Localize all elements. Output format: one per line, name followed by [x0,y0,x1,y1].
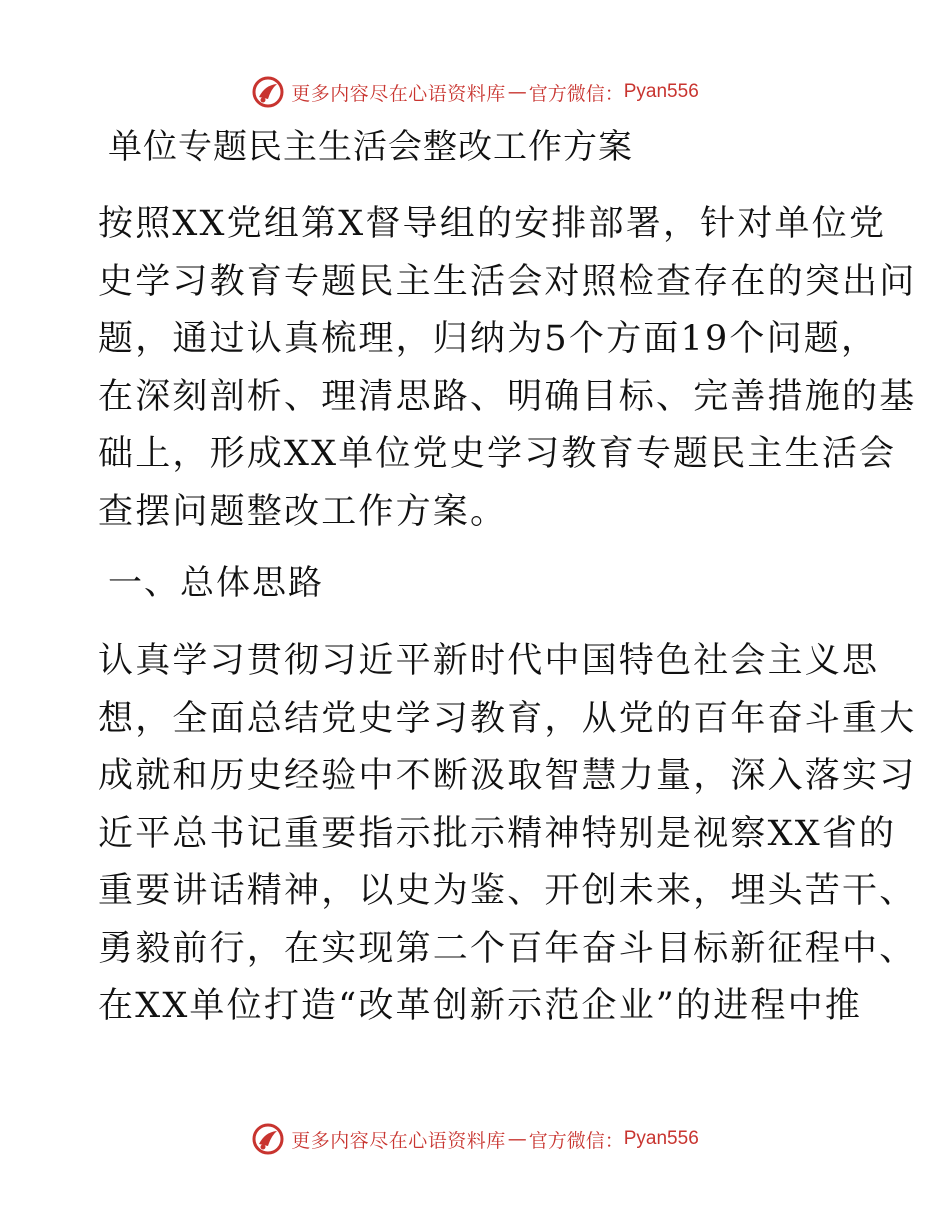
document-title: 单位专题民主生活会整改工作方案 [108,127,633,167]
paragraph-line: 础上，形成XX单位党史学习教育专题民主生活会 [98,434,897,474]
paragraph-line: 题，通过认真梳理，归纳为5个方面19个问题， [98,319,879,359]
watermark-wechat-id: Pyan556 [623,81,699,102]
paragraph-line: 重要讲话精神，以史为鉴、开创未来，埋头苦干、 [98,871,917,911]
paragraph-line: 在深刻剖析、理清思路、明确目标、完善措施的基 [98,376,917,417]
paragraph-line: 在XX单位打造“改革创新示范企业”的进程中推 [98,986,863,1026]
watermark-dash: — [507,81,527,103]
section-heading: 一、总体思路 [108,563,324,603]
paragraph-line: 按照XX党组第X督导组的安排部署，针对单位党 [98,204,887,244]
header-watermark [0,72,950,112]
watermark-wechat-label: 官方微信： [528,82,624,105]
watermark-dash: — [507,1128,527,1150]
paragraph-line: 想，全面总结党史学习教育，从党的百年奋斗重大 [98,698,917,739]
watermark-wechat-id: Pyan556 [623,1128,699,1149]
paragraph-line: 勇毅前行，在实现第二个百年奋斗目标新征程中、 [98,928,917,969]
watermark-wechat-label: 官方微信： [528,1129,624,1152]
brush-logo-icon [251,1122,285,1156]
paragraph-line: 成就和历史经验中不断汲取智慧力量，深入落实习 [98,756,917,796]
watermark-text: 更多内容尽在心语资料库 [291,82,506,105]
paragraph-line: 近平总书记重要指示批示精神特别是视察XX省的 [98,813,897,854]
brush-logo-icon [251,75,285,109]
paragraph-line: 史学习教育专题民主生活会对照检查存在的突出问 [98,261,917,302]
watermark-text: 更多内容尽在心语资料库 [291,1129,506,1152]
paragraph-line: 查摆问题整改工作方案。 [98,491,508,532]
footer-watermark [0,1119,950,1159]
intro-paragraph [98,196,917,541]
section-paragraph [98,633,917,1036]
paragraph-line: 认真学习贯彻习近平新时代中国特色社会主义思 [98,641,880,681]
